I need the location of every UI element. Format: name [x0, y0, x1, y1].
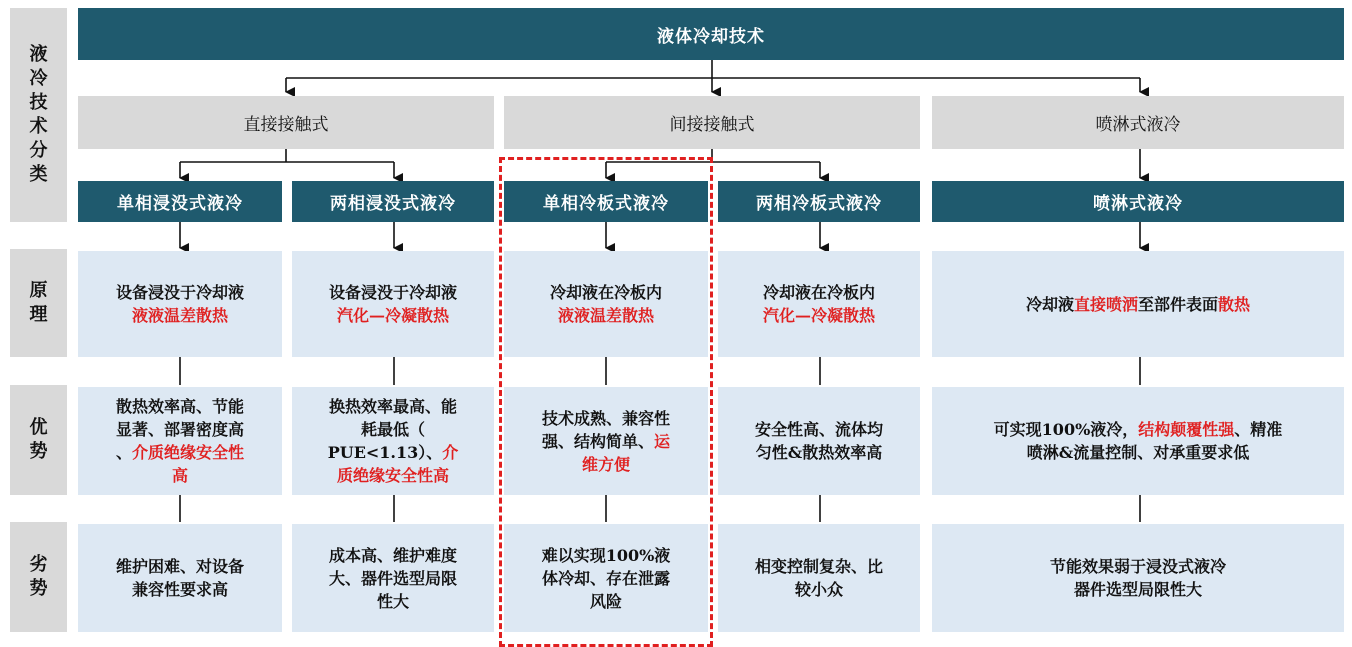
disadvantages-cell-3: 难以实现100%液 体冷却、存在泄露 风险: [504, 524, 708, 632]
principle-cell-5: 冷却液直接喷洒至部件表面散热: [932, 251, 1344, 357]
side-label-advantages: 优 势: [10, 385, 67, 495]
root-liquid-cooling: 液体冷却技术: [78, 8, 1344, 60]
side-label-disadvantages: 劣 势: [10, 522, 67, 632]
category-direct-contact: 直接接触式: [78, 96, 494, 149]
subtype-spray: 喷淋式液冷: [932, 181, 1344, 222]
principle-cell-3: 冷却液在冷板内 液液温差散热: [504, 251, 708, 357]
advantages-cell-4: 安全性高、流体均 匀性&散热效率高: [718, 387, 920, 495]
disadvantages-cell-4: 相变控制复杂、比 较小众: [718, 524, 920, 632]
advantages-cell-5: 可实现100%液冷，结构颠覆性强、精准 喷淋&流量控制、对承重要求低: [932, 387, 1344, 495]
side-label-category: 液 冷 技 术 分 类: [10, 8, 67, 222]
advantages-cell-1: 散热效率高、节能 显著、部署密度高 、介质绝缘安全性 高: [78, 387, 282, 495]
principle-cell-2: 设备浸没于冷却液 汽化—冷凝散热: [292, 251, 494, 357]
side-label-principle: 原 理: [10, 249, 67, 357]
subtype-single-phase-coldplate: 单相冷板式液冷: [504, 181, 708, 222]
principle-cell-4: 冷却液在冷板内 汽化—冷凝散热: [718, 251, 920, 357]
advantages-cell-2: 换热效率最高、能 耗最低（ PUE<1.13）、介 质绝缘安全性高: [292, 387, 494, 495]
category-indirect-contact: 间接接触式: [504, 96, 920, 149]
disadvantages-cell-5: 节能效果弱于浸没式液冷 器件选型局限性大: [932, 524, 1344, 632]
disadvantages-cell-1: 维护困难、对设备 兼容性要求高: [78, 524, 282, 632]
subtype-two-phase-immersion: 两相浸没式液冷: [292, 181, 494, 222]
subtype-two-phase-coldplate: 两相冷板式液冷: [718, 181, 920, 222]
advantages-cell-3: 技术成熟、兼容性 强、结构简单、运 维方便: [504, 387, 708, 495]
subtype-single-phase-immersion: 单相浸没式液冷: [78, 181, 282, 222]
disadvantages-cell-2: 成本高、维护难度 大、器件选型局限 性大: [292, 524, 494, 632]
principle-cell-1: 设备浸没于冷却液 液液温差散热: [78, 251, 282, 357]
category-spray: 喷淋式液冷: [932, 96, 1344, 149]
